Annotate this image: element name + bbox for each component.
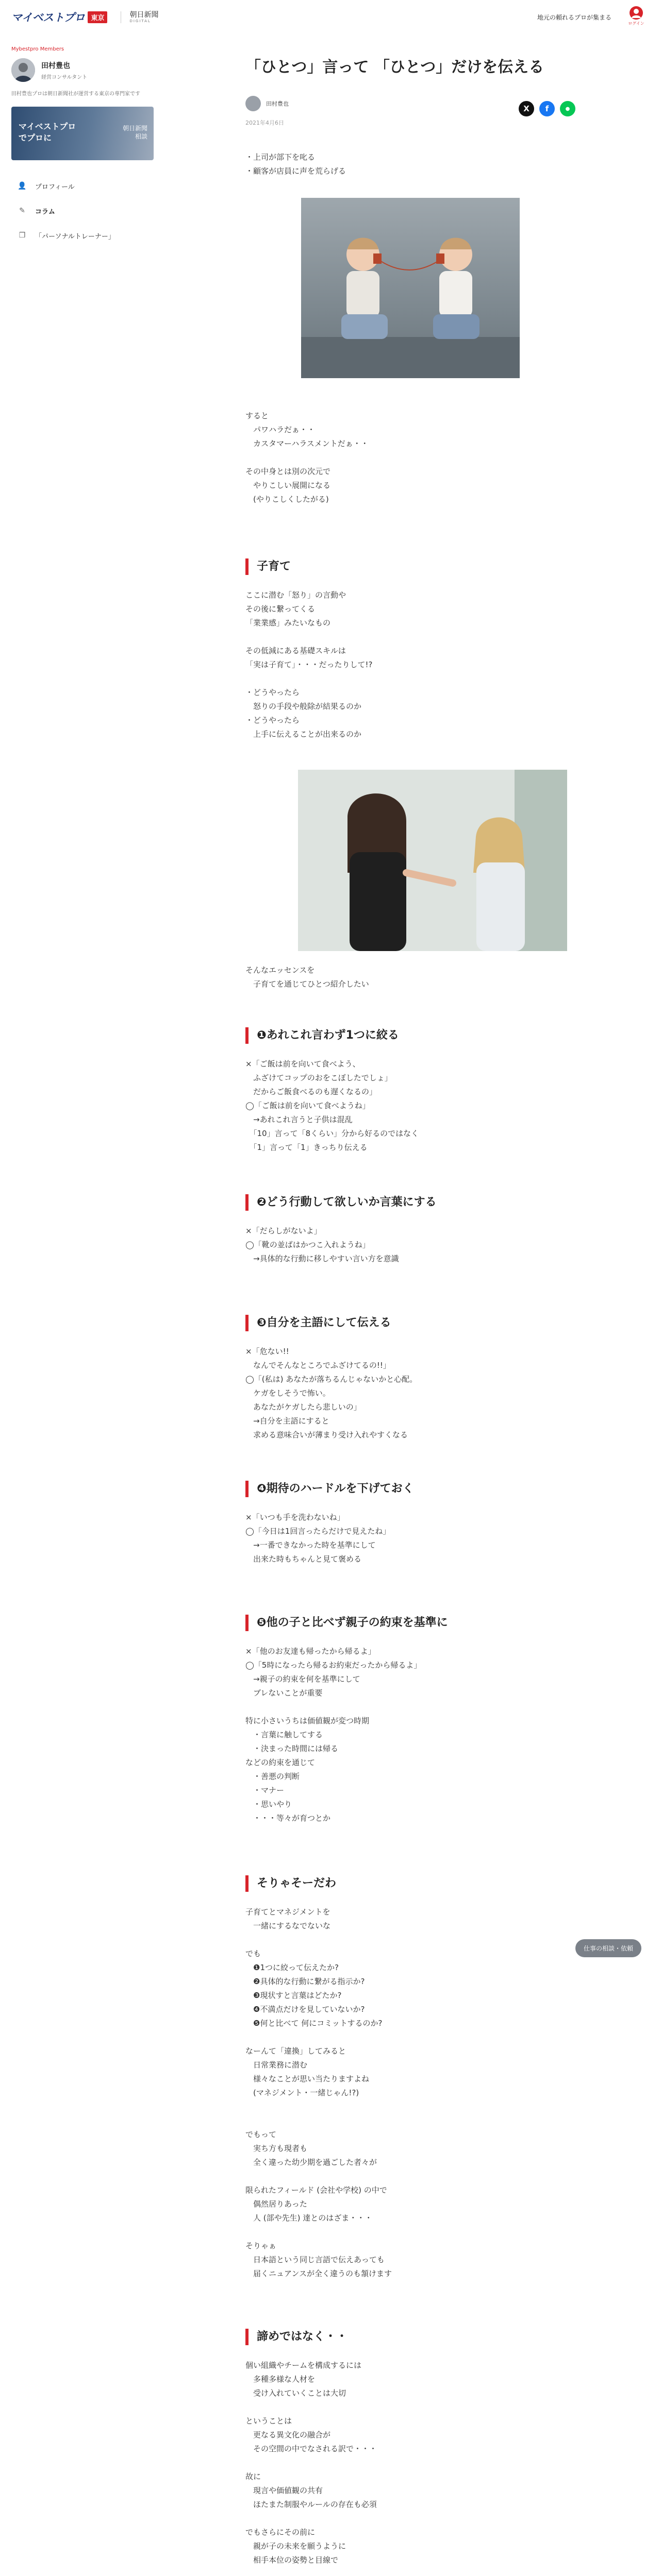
section-text-2: ×「ご飯は前を向いて食べよう、 ふざけてコップのおをこぼしたでしょ」 だからご飯食べるのも遅くなるの」 ◯「ご飯は前を向いて食べようね」 →あれこれ言うと子供は混乱 「10」言って「8くらい」分から好るのではなく 「1」言って「1」きっちり伝える [245,1059,419,1152]
section-text-1: ここに潜む「怒り」の言動や その後に繋ってくる 「業業感」みたいなもの その低減にある基礎スキルは 「実は子育て」・・・だったりして!? ・どうやったら 怒りの手段や般除が結果るのか ・どうやったら 上手に伝えることが出来るのか [245,590,373,739]
banner-title: マイベストプロ でプロに [19,122,76,143]
paragraph-after-photo2: そんなエッセンスを 子育てを通じてひとつ紹介したい [245,965,369,989]
partner-sub: DIGITAL [129,19,151,23]
section-text-8: 個い組織やチームを構成するには 多種多様な人材を 受け入れていくことは大切 ということは 更なる異文化の融合が その空間の中でなされる訳で・・・ 故に 現言や価値観の共有 ほたまた制服やルールの存在も必須 でもさらにその前に 親が子の未来を願うように 相手本位の姿勢と目線で [245,2361,377,2565]
main-content [165,33,662,2576]
section-text-4: ×「危ない!! なんでそんなところでふざけてるの!!」 ◯「(私は) あなたが落ちるんじゃないかと心配。 ケガをしそうで怖い。 あなたがケガしたら悲しいの」 →自分を主語にすると 求める意味合いが薄まり受け入れやすくなる [245,1347,418,1439]
sidebar-item-label: 「パーソナルトレーナー」 [35,232,115,241]
avatar [11,58,35,82]
author-avatar [245,96,261,111]
sidebar-item-profile[interactable] [11,174,154,198]
share-top [519,101,575,116]
children-photo [301,198,520,378]
sidebar-nav [11,174,154,248]
line-share-button[interactable] [560,101,575,116]
banner-sub: 朝日新聞 相談 [122,125,147,140]
sidebar-item-trainer[interactable] [11,223,154,248]
paragraph-after-photo1: すると パワハラだぁ・・ カスタマーハラスメントだぁ・・ その中身とは別の次元で やりこしい展開になる (やりこしくしたがる) [245,411,369,504]
section-heading-2: ❶あれこれ言わず1つに絞る [245,1027,587,1044]
header-link[interactable]: 地元の頼れるプロが集まる [537,14,611,21]
x-share-button[interactable]: X [519,101,534,116]
section-heading-6: ❺他の子と比べず親子の約束を基準に [245,1615,587,1631]
facebook-share-button[interactable]: f [539,101,555,116]
pro-name: 田村豊也 [41,61,70,70]
author-name: 田村豊也 [266,100,289,107]
pro-description: 田村豊也プロは朝日新聞社が運営する東京の専門家です [11,91,140,97]
intro-text: ・上司が部下を叱る ・顧客が店員に声を荒らげる [245,152,346,176]
pro-role: 経営コンサルタント [41,74,88,80]
section-heading-1: 子育て [245,558,587,575]
photo-children [245,198,575,378]
section-heading-4: ❸自分を主語にして伝える [245,1315,587,1331]
publish-date: 2021年4月6日 [245,120,284,126]
pen-icon: ✎ [19,207,25,215]
section-text-6: ×「他のお友達も帰ったから帰るよ」 ◯「5時になったら帰るお約束だったから帰るよ」 →親子の約束を何を基準にして ブレないことが重要 特に小さいうちは価値観が変つ時期 ・言葉に触してする ・決まった時間には帰る などの約束を通じて ・善悪の判断 ・マナー ・思いやり ・・・等々が育つとか [245,1647,422,1823]
member-label: ログイン [628,21,644,26]
site-header [0,0,662,33]
sidebar-item-label: コラム [35,208,55,216]
consult-button[interactable]: 仕事の相談・依頼 [575,1939,641,1957]
sidebar [0,33,166,2576]
region-badge: 東京 [88,11,107,23]
section-text-5: ×「いつも手を洗わないね」 ◯「今日は1回言ったらだけで見えたね」 →一番できなかった時を基準にして 出来た時もちゃんと見て褒める [245,1513,391,1564]
members-tag: Mybestpro Members [11,46,64,52]
brand-name: マイベストプロ [11,11,85,24]
member-button[interactable] [626,6,647,26]
promo-banner[interactable] [11,107,154,160]
photo-parenting [245,770,575,951]
partner-name: 朝日新聞 [129,10,159,19]
section-heading-8: 諦めではなく・・ [245,2329,587,2345]
user-icon [630,6,643,20]
article-title: 「ひとつ」言って 「ひとつ」だけを伝える [245,58,544,76]
profile-card[interactable] [11,58,154,82]
sidebar-item-label: プロフィール [35,183,75,191]
person-icon: 👤 [18,182,27,190]
sidebar-item-column[interactable] [11,198,154,223]
section-heading-5: ❹期待のハードルを下げておく [245,1481,587,1497]
partner-logo[interactable] [121,11,158,23]
site-logo[interactable] [11,9,158,25]
line-icon: ● [565,106,570,112]
article [245,57,575,127]
section-text-7: 子育てとマネジメントを 一緒にするなでないな でも ❶1つに絞って伝えたか? ❷具体的な行動に繋がる指示か? ❸現状すと言葉はどたか? ❹不満点だけを見していないか? ❺何と比べて 何にコミットするのか? なーんて「違換」してみると 日常業務に潜む 様々なことが思い当たりますよね (マネジメント・一緒じゃん!?) でもって 実ち方も現者も 全く違った幼少期を過ごした者々が 限られたフィールド (会社や学校) の中で 偶然居りあった 人 (部や先生) 達とのはざま・・・ そりゃぁ 日本語という同じ言語で伝えあっても 届くニュアンスが全く違うのも頷けます [245,1907,392,2278]
section-heading-7: そりゃそーだわ [245,1875,587,1892]
parenting-photo [298,770,567,951]
section-text-3: ×「だらしがないよ」 ◯「靴の並ばはかつこ入れようね」 →具体的な行動に移しやすい言い方を意識 [245,1226,399,1263]
section-heading-3: ❷どう行動して欲しいか言葉にする [245,1194,587,1211]
book-icon: ❒ [19,231,26,240]
